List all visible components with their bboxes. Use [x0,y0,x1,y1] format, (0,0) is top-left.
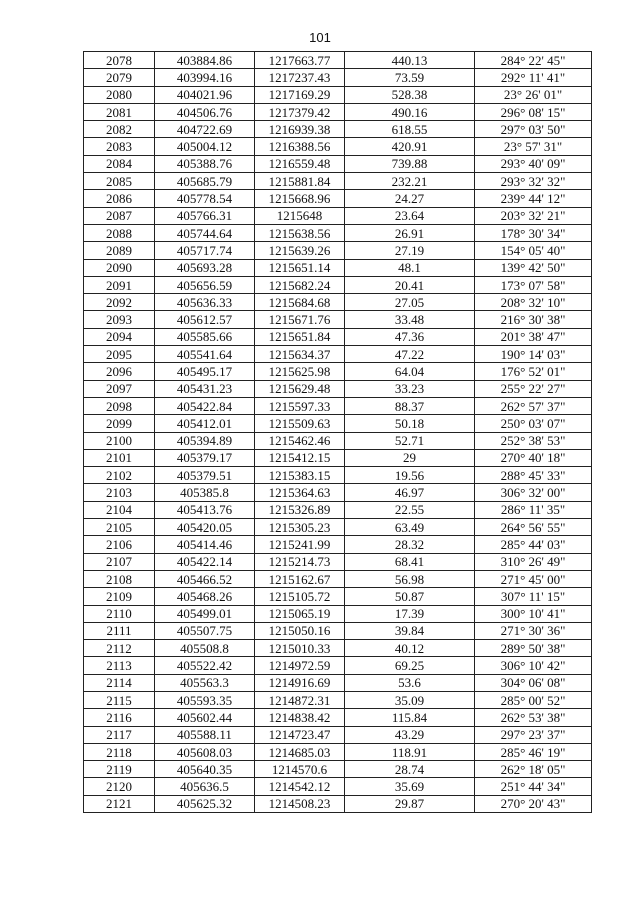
point-id-cell: 2114 [84,674,155,691]
point-id-cell: 2105 [84,519,155,536]
y-coordinate-cell: 1216939.38 [255,121,345,138]
page-number: 101 [309,30,331,45]
y-coordinate-cell: 1215668.96 [255,190,345,207]
point-id-cell: 2084 [84,155,155,172]
distance-cell: 440.13 [345,52,475,69]
table-row [84,52,592,69]
y-coordinate-cell: 1215462.46 [255,432,345,449]
y-coordinate-cell: 1215509.63 [255,415,345,432]
bearing-cell: 216° 30' 38" [475,311,592,328]
bearing-cell: 310° 26' 49" [475,553,592,570]
point-id-cell: 2083 [84,138,155,155]
distance-cell: 48.1 [345,259,475,276]
table-row [84,709,592,726]
x-coordinate-cell: 405507.75 [155,622,255,639]
point-id-cell: 2088 [84,224,155,241]
bearing-cell: 271° 30' 36" [475,622,592,639]
distance-cell: 69.25 [345,657,475,674]
y-coordinate-cell: 1215671.76 [255,311,345,328]
y-coordinate-cell: 1214542.12 [255,778,345,795]
point-id-cell: 2093 [84,311,155,328]
distance-cell: 739.88 [345,155,475,172]
x-coordinate-cell: 405541.64 [155,346,255,363]
point-id-cell: 2113 [84,657,155,674]
x-coordinate-cell: 405495.17 [155,363,255,380]
x-coordinate-cell: 405508.8 [155,640,255,657]
x-coordinate-cell: 405422.14 [155,553,255,570]
y-coordinate-cell: 1215065.19 [255,605,345,622]
x-coordinate-cell: 405379.17 [155,449,255,466]
point-id-cell: 2110 [84,605,155,622]
y-coordinate-cell: 1214685.03 [255,743,345,760]
point-id-cell: 2078 [84,52,155,69]
x-coordinate-cell: 405593.35 [155,691,255,708]
x-coordinate-cell: 405602.44 [155,709,255,726]
bearing-cell: 307° 11' 15" [475,588,592,605]
point-id-cell: 2115 [84,691,155,708]
bearing-cell: 297° 03' 50" [475,121,592,138]
bearing-cell: 270° 40' 18" [475,449,592,466]
survey-table-body [84,52,592,813]
point-id-cell: 2117 [84,726,155,743]
point-id-cell: 2103 [84,484,155,501]
bearing-cell: 264° 56' 55" [475,519,592,536]
bearing-cell: 293° 40' 09" [475,155,592,172]
distance-cell: 618.55 [345,121,475,138]
bearing-cell: 286° 11' 35" [475,501,592,518]
y-coordinate-cell: 1217169.29 [255,86,345,103]
table-row [84,657,592,674]
table-row [84,795,592,812]
y-coordinate-cell: 1215412.15 [255,449,345,466]
x-coordinate-cell: 404506.76 [155,103,255,120]
y-coordinate-cell: 1215639.26 [255,242,345,259]
table-row [84,328,592,345]
distance-cell: 29 [345,449,475,466]
x-coordinate-cell: 405717.74 [155,242,255,259]
y-coordinate-cell: 1215105.72 [255,588,345,605]
table-row [84,743,592,760]
point-id-cell: 2096 [84,363,155,380]
y-coordinate-cell: 1214723.47 [255,726,345,743]
bearing-cell: 190° 14' 03" [475,346,592,363]
y-coordinate-cell: 1215648 [255,207,345,224]
point-id-cell: 2112 [84,640,155,657]
x-coordinate-cell: 405685.79 [155,173,255,190]
x-coordinate-cell: 405379.51 [155,467,255,484]
bearing-cell: 252° 38' 53" [475,432,592,449]
point-id-cell: 2104 [84,501,155,518]
y-coordinate-cell: 1215050.16 [255,622,345,639]
y-coordinate-cell: 1217379.42 [255,103,345,120]
y-coordinate-cell: 1215326.89 [255,501,345,518]
point-id-cell: 2101 [84,449,155,466]
y-coordinate-cell: 1214972.59 [255,657,345,674]
y-coordinate-cell: 1216388.56 [255,138,345,155]
y-coordinate-cell: 1215651.84 [255,328,345,345]
y-coordinate-cell: 1215629.48 [255,380,345,397]
distance-cell: 64.04 [345,363,475,380]
distance-cell: 232.21 [345,173,475,190]
distance-cell: 46.97 [345,484,475,501]
bearing-cell: 178° 30' 34" [475,224,592,241]
table-row [84,69,592,86]
x-coordinate-cell: 405412.01 [155,415,255,432]
table-row [84,190,592,207]
table-row [84,553,592,570]
distance-cell: 29.87 [345,795,475,812]
distance-cell: 24.27 [345,190,475,207]
point-id-cell: 2107 [84,553,155,570]
y-coordinate-cell: 1215305.23 [255,519,345,536]
table-row [84,415,592,432]
distance-cell: 50.18 [345,415,475,432]
y-coordinate-cell: 1214838.42 [255,709,345,726]
bearing-cell: 300° 10' 41" [475,605,592,622]
distance-cell: 56.98 [345,570,475,587]
distance-cell: 35.69 [345,778,475,795]
x-coordinate-cell: 405563.3 [155,674,255,691]
x-coordinate-cell: 405636.33 [155,294,255,311]
x-coordinate-cell: 405588.11 [155,726,255,743]
bearing-cell: 270° 20' 43" [475,795,592,812]
distance-cell: 53.6 [345,674,475,691]
bearing-cell: 154° 05' 40" [475,242,592,259]
x-coordinate-cell: 404021.96 [155,86,255,103]
bearing-cell: 271° 45' 00" [475,570,592,587]
distance-cell: 420.91 [345,138,475,155]
x-coordinate-cell: 405778.54 [155,190,255,207]
bearing-cell: 139° 42' 50" [475,259,592,276]
point-id-cell: 2094 [84,328,155,345]
table-row [84,294,592,311]
table-row [84,121,592,138]
table-row [84,276,592,293]
x-coordinate-cell: 405612.57 [155,311,255,328]
bearing-cell: 306° 10' 42" [475,657,592,674]
bearing-cell: 23° 57' 31" [475,138,592,155]
x-coordinate-cell: 405385.8 [155,484,255,501]
y-coordinate-cell: 1217237.43 [255,69,345,86]
y-coordinate-cell: 1215214.73 [255,553,345,570]
y-coordinate-cell: 1215241.99 [255,536,345,553]
table-row [84,761,592,778]
y-coordinate-cell: 1215162.67 [255,570,345,587]
distance-cell: 528.38 [345,86,475,103]
y-coordinate-cell: 1214872.31 [255,691,345,708]
distance-cell: 33.48 [345,311,475,328]
bearing-cell: 284° 22' 45" [475,52,592,69]
distance-cell: 68.41 [345,553,475,570]
y-coordinate-cell: 1217663.77 [255,52,345,69]
bearing-cell: 23° 26' 01" [475,86,592,103]
table-row [84,173,592,190]
table-row [84,103,592,120]
x-coordinate-cell: 405766.31 [155,207,255,224]
distance-cell: 88.37 [345,397,475,414]
distance-cell: 73.59 [345,69,475,86]
y-coordinate-cell: 1214570.6 [255,761,345,778]
distance-cell: 52.71 [345,432,475,449]
x-coordinate-cell: 405585.66 [155,328,255,345]
x-coordinate-cell: 403884.86 [155,52,255,69]
table-row [84,155,592,172]
distance-cell: 28.74 [345,761,475,778]
point-id-cell: 2092 [84,294,155,311]
point-id-cell: 2116 [84,709,155,726]
x-coordinate-cell: 405636.5 [155,778,255,795]
distance-cell: 43.29 [345,726,475,743]
bearing-cell: 285° 46' 19" [475,743,592,760]
point-id-cell: 2106 [84,536,155,553]
bearing-cell: 262° 53' 38" [475,709,592,726]
point-id-cell: 2085 [84,173,155,190]
distance-cell: 19.56 [345,467,475,484]
distance-cell: 47.22 [345,346,475,363]
bearing-cell: 306° 32' 00" [475,484,592,501]
point-id-cell: 2081 [84,103,155,120]
x-coordinate-cell: 405608.03 [155,743,255,760]
table-row [84,311,592,328]
x-coordinate-cell: 403994.16 [155,69,255,86]
x-coordinate-cell: 405004.12 [155,138,255,155]
table-row [84,242,592,259]
point-id-cell: 2087 [84,207,155,224]
table-row [84,432,592,449]
bearing-cell: 203° 32' 21" [475,207,592,224]
table-row [84,570,592,587]
table-row [84,622,592,639]
bearing-cell: 239° 44' 12" [475,190,592,207]
table-row [84,605,592,622]
bearing-cell: 288° 45' 33" [475,467,592,484]
x-coordinate-cell: 405499.01 [155,605,255,622]
table-row [84,778,592,795]
distance-cell: 115.84 [345,709,475,726]
distance-cell: 33.23 [345,380,475,397]
point-id-cell: 2119 [84,761,155,778]
x-coordinate-cell: 405640.35 [155,761,255,778]
y-coordinate-cell: 1215638.56 [255,224,345,241]
point-id-cell: 2090 [84,259,155,276]
point-id-cell: 2120 [84,778,155,795]
x-coordinate-cell: 405522.42 [155,657,255,674]
bearing-cell: 173° 07' 58" [475,276,592,293]
x-coordinate-cell: 405420.05 [155,519,255,536]
bearing-cell: 285° 00' 52" [475,691,592,708]
point-id-cell: 2080 [84,86,155,103]
point-id-cell: 2121 [84,795,155,812]
bearing-cell: 208° 32' 10" [475,294,592,311]
bearing-cell: 262° 57' 37" [475,397,592,414]
table-row [84,207,592,224]
x-coordinate-cell: 405414.46 [155,536,255,553]
distance-cell: 118.91 [345,743,475,760]
y-coordinate-cell: 1215881.84 [255,173,345,190]
point-id-cell: 2100 [84,432,155,449]
point-id-cell: 2118 [84,743,155,760]
bearing-cell: 297° 23' 37" [475,726,592,743]
distance-cell: 22.55 [345,501,475,518]
distance-cell: 27.05 [345,294,475,311]
table-row [84,519,592,536]
distance-cell: 50.87 [345,588,475,605]
bearing-cell: 293° 32' 32" [475,173,592,190]
table-row [84,588,592,605]
x-coordinate-cell: 405431.23 [155,380,255,397]
point-id-cell: 2089 [84,242,155,259]
bearing-cell: 176° 52' 01" [475,363,592,380]
x-coordinate-cell: 405693.28 [155,259,255,276]
table-row [84,726,592,743]
x-coordinate-cell: 405744.64 [155,224,255,241]
table-row [84,363,592,380]
y-coordinate-cell: 1216559.48 [255,155,345,172]
table-row [84,536,592,553]
y-coordinate-cell: 1214508.23 [255,795,345,812]
x-coordinate-cell: 404722.69 [155,121,255,138]
table-row [84,259,592,276]
x-coordinate-cell: 405466.52 [155,570,255,587]
x-coordinate-cell: 405413.76 [155,501,255,518]
point-id-cell: 2091 [84,276,155,293]
bearing-cell: 289° 50' 38" [475,640,592,657]
bearing-cell: 285° 44' 03" [475,536,592,553]
y-coordinate-cell: 1215597.33 [255,397,345,414]
distance-cell: 28.32 [345,536,475,553]
y-coordinate-cell: 1215684.68 [255,294,345,311]
y-coordinate-cell: 1215682.24 [255,276,345,293]
point-id-cell: 2102 [84,467,155,484]
y-coordinate-cell: 1215383.15 [255,467,345,484]
bearing-cell: 292° 11' 41" [475,69,592,86]
point-id-cell: 2099 [84,415,155,432]
x-coordinate-cell: 405394.89 [155,432,255,449]
point-id-cell: 2086 [84,190,155,207]
table-row [84,501,592,518]
point-id-cell: 2097 [84,380,155,397]
bearing-cell: 296° 08' 15" [475,103,592,120]
distance-cell: 23.64 [345,207,475,224]
table-row [84,640,592,657]
x-coordinate-cell: 405422.84 [155,397,255,414]
table-row [84,86,592,103]
bearing-cell: 251° 44' 34" [475,778,592,795]
distance-cell: 39.84 [345,622,475,639]
y-coordinate-cell: 1215651.14 [255,259,345,276]
bearing-cell: 262° 18' 05" [475,761,592,778]
distance-cell: 26.91 [345,224,475,241]
distance-cell: 490.16 [345,103,475,120]
y-coordinate-cell: 1214916.69 [255,674,345,691]
distance-cell: 40.12 [345,640,475,657]
distance-cell: 35.09 [345,691,475,708]
distance-cell: 17.39 [345,605,475,622]
table-row [84,346,592,363]
distance-cell: 47.36 [345,328,475,345]
table-row [84,467,592,484]
point-id-cell: 2079 [84,69,155,86]
table-row [84,224,592,241]
y-coordinate-cell: 1215625.98 [255,363,345,380]
point-id-cell: 2098 [84,397,155,414]
x-coordinate-cell: 405468.26 [155,588,255,605]
distance-cell: 20.41 [345,276,475,293]
point-id-cell: 2108 [84,570,155,587]
y-coordinate-cell: 1215364.63 [255,484,345,501]
x-coordinate-cell: 405625.32 [155,795,255,812]
table-row [84,691,592,708]
distance-cell: 63.49 [345,519,475,536]
x-coordinate-cell: 405656.59 [155,276,255,293]
point-id-cell: 2082 [84,121,155,138]
y-coordinate-cell: 1215010.33 [255,640,345,657]
distance-cell: 27.19 [345,242,475,259]
y-coordinate-cell: 1215634.37 [255,346,345,363]
table-row [84,397,592,414]
table-row [84,674,592,691]
point-id-cell: 2111 [84,622,155,639]
survey-table [83,51,592,813]
table-row [84,380,592,397]
bearing-cell: 255° 22' 27" [475,380,592,397]
bearing-cell: 201° 38' 47" [475,328,592,345]
point-id-cell: 2095 [84,346,155,363]
table-row [84,484,592,501]
bearing-cell: 304° 06' 08" [475,674,592,691]
x-coordinate-cell: 405388.76 [155,155,255,172]
table-row [84,138,592,155]
table-row [84,449,592,466]
point-id-cell: 2109 [84,588,155,605]
bearing-cell: 250° 03' 07" [475,415,592,432]
